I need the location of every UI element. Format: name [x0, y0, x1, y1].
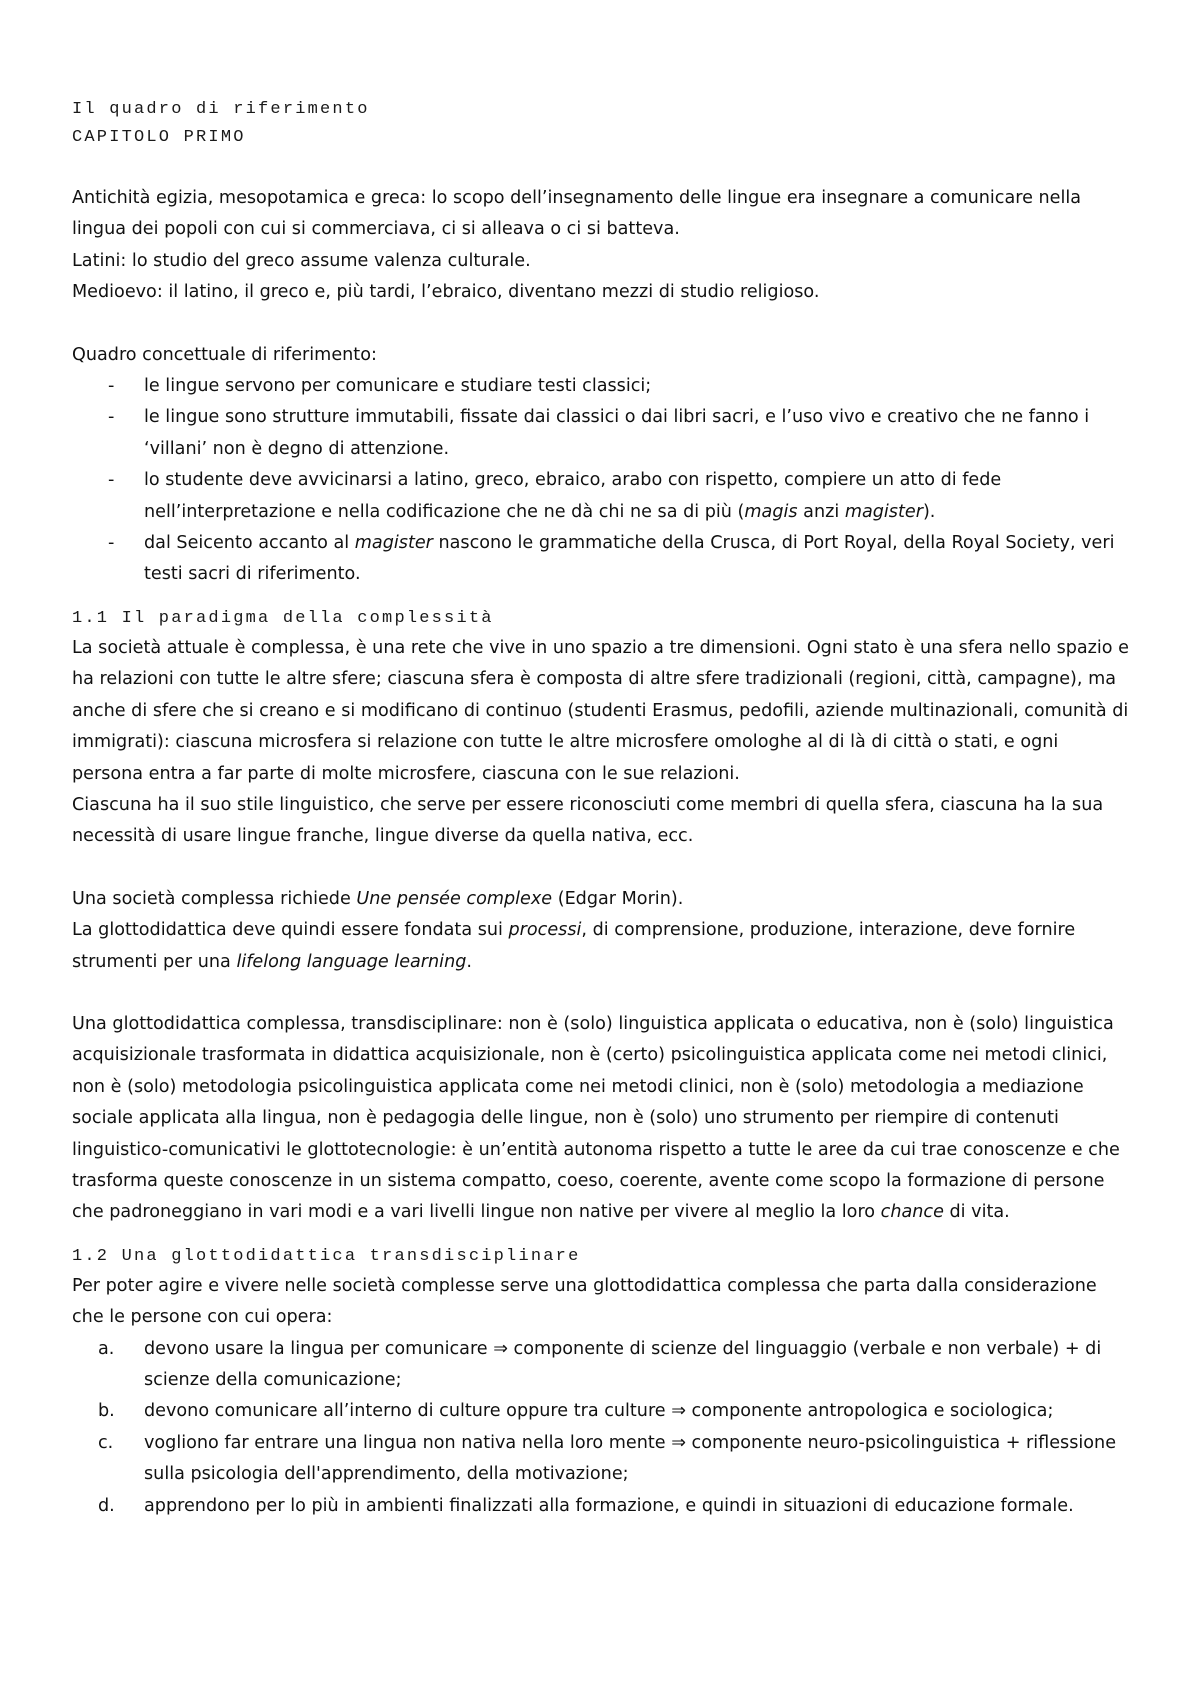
list-marker: b.: [98, 1401, 115, 1422]
body-paragraph: [72, 1009, 1132, 1229]
framework-list: [72, 371, 1132, 591]
list-item-text: anzi: [797, 501, 845, 522]
italic-term: Une pensée complexe: [356, 888, 553, 909]
list-item-text: nascono le grammatiche della Crusca, di Port Royal, della Royal Society, veri testi sacri di riferimento.: [144, 533, 1115, 585]
text-run: Una glottodidattica complessa, transdisciplinare: non è (solo) linguistica applicata o educativa, non è (solo) linguistica acquisizionale trasformata in didattica acquisizionale, non è (certo) psicolinguistica applicata come nei metodi clinici, non è (solo) metodologia psicolinguistica applicata come nei metodi clinici, non è (solo) metodologia a mediazione sociale applicata alla lingua, non è pedagogia delle lingue, non è (solo) uno strumento per riempire di contenuti linguistico-comunicativi le glottotecnologie: è un’entità autonoma rispetto a tutte le aree da cui trae conoscenze e che trasforma queste conoscenze in un sistema compatto, coeso, coerente, avente come scopo la formazione di persone che padroneggiano in vari modi e a vari livelli lingue non native per vivere al meglio la loro: [72, 1013, 1120, 1223]
document-title: Il quadro di riferimento: [72, 100, 370, 119]
list-item-text: vogliono far entrare una lingua non nativa nella loro mente ⇒ componente neuro-psicolinguistica + riflessione sulla psicologia dell'apprendimento, della motivazione;: [144, 1432, 1117, 1485]
body-paragraph: [72, 884, 1132, 915]
italic-term: magister: [844, 501, 923, 522]
body-paragraph: Ciascuna ha il suo stile linguistico, che serve per essere riconosciuti come membri di quella sfera, ciascuna ha la sua necessità di usare lingue franche, lingue diverse da quella nativa, ecc.: [72, 794, 1104, 847]
list-item: [72, 465, 1132, 528]
text-run: La glottodidattica deve quindi essere fondata sui: [72, 920, 509, 941]
list-item-text: le lingue servono per comunicare e studiare testi classici;: [144, 376, 652, 397]
bullet-marker: -: [108, 376, 115, 397]
list-item: [72, 371, 1132, 402]
intro-paragraph: Antichità egizia, mesopotamica e greca: lo scopo dell’insegnamento delle lingue era insegnare a comunicare nella lingua dei popoli con cui si commerciava, ci si alleava o ci si batteva.: [72, 188, 1082, 240]
bullet-marker: -: [108, 407, 115, 428]
list-item: [72, 1334, 1132, 1397]
list-item-text: le lingue sono strutture immutabili, fissate dai classici o dai libri sacri, e l’uso vivo e creativo che ne fanno i ‘villani’ non è degno di attenzione.: [144, 407, 1090, 459]
intro-paragraph: Medioevo: il latino, il greco e, più tardi, l’ebraico, diventano mezzi di studio religioso.: [72, 282, 820, 303]
list-item-text: lo studente deve avvicinarsi a latino, greco, ebraico, arabo con rispetto, compiere un atto di fede nell’interpretazione e nella codificazione che ne dà chi ne sa di più (: [144, 470, 1002, 522]
body-paragraph: La società attuale è complessa, è una rete che vive in uno spazio a tre dimensioni. Ogni stato è una sfera nello spazio e ha relazioni con tutte le altre sfere; ciascuna sfera è composta di altre sfere tradizionali (regioni, città, campagne), ma anche di sfere che si creano e si modificano di continuo (studenti Erasmus, pedofili, aziende multinazionali, comunità di immigrati): ciascuna microsfera si relazione con tutte le altre microsfere omologhe al di là di città o stati, e ogni persona entra a far parte di molte microsfere, ciascuna con le sue relazioni.: [72, 637, 1129, 784]
list-item-text: devono usare la lingua per comunicare ⇒ componente di scienze del linguaggio (verbale e non verbale) + di scienze della comunicazione;: [144, 1338, 1102, 1390]
body-paragraph: Per poter agire e vivere nelle società complesse serve una glottodidattica complessa che parta dalla considerazione che le persone con cui opera:: [72, 1275, 1097, 1328]
framework-heading: Quadro concettuale di riferimento:: [72, 344, 377, 365]
list-item-text: apprendono per lo più in ambienti finalizzati alla formazione, e quindi in situazioni di educazione formale.: [144, 1495, 1074, 1516]
italic-term: chance: [880, 1202, 944, 1223]
list-marker: d.: [98, 1495, 115, 1516]
body-paragraph: [72, 915, 1132, 978]
list-marker: a.: [98, 1338, 115, 1359]
italic-term: lifelong language learning: [236, 951, 467, 972]
list-item-text: ).: [922, 501, 936, 522]
list-item: [72, 1491, 1132, 1522]
list-item: [72, 1396, 1132, 1427]
components-list: [72, 1334, 1132, 1522]
document-page: [72, 96, 1132, 1522]
bullet-marker: -: [108, 533, 115, 554]
italic-term: magis: [744, 501, 798, 522]
intro-paragraph: Latini: lo studio del greco assume valenza culturale.: [72, 250, 531, 271]
list-item-text: devono comunicare all’interno di culture oppure tra culture ⇒ componente antropologica e sociologica;: [144, 1401, 1054, 1422]
section-heading: 1.1 Il paradigma della complessità: [72, 608, 494, 628]
list-marker: c.: [98, 1432, 114, 1453]
bullet-marker: -: [108, 470, 115, 491]
text-run: di vita.: [943, 1202, 1010, 1223]
list-item: [72, 402, 1132, 465]
list-item: [72, 528, 1132, 591]
chapter-label: CAPITOLO PRIMO: [72, 128, 246, 147]
section-heading: 1.2 Una glottodidattica transdisciplinare: [72, 1246, 581, 1266]
text-run: .: [466, 951, 472, 972]
text-run: Una società complessa richiede: [72, 888, 357, 909]
list-item-text: dal Seicento accanto al: [144, 533, 355, 554]
italic-term: processi: [508, 920, 582, 941]
italic-term: magister: [354, 533, 433, 554]
list-item: [72, 1428, 1132, 1491]
text-run: , di comprensione, produzione, interazione, deve fornire strumenti per una: [72, 920, 1076, 972]
text-run: (Edgar Morin).: [552, 888, 684, 909]
